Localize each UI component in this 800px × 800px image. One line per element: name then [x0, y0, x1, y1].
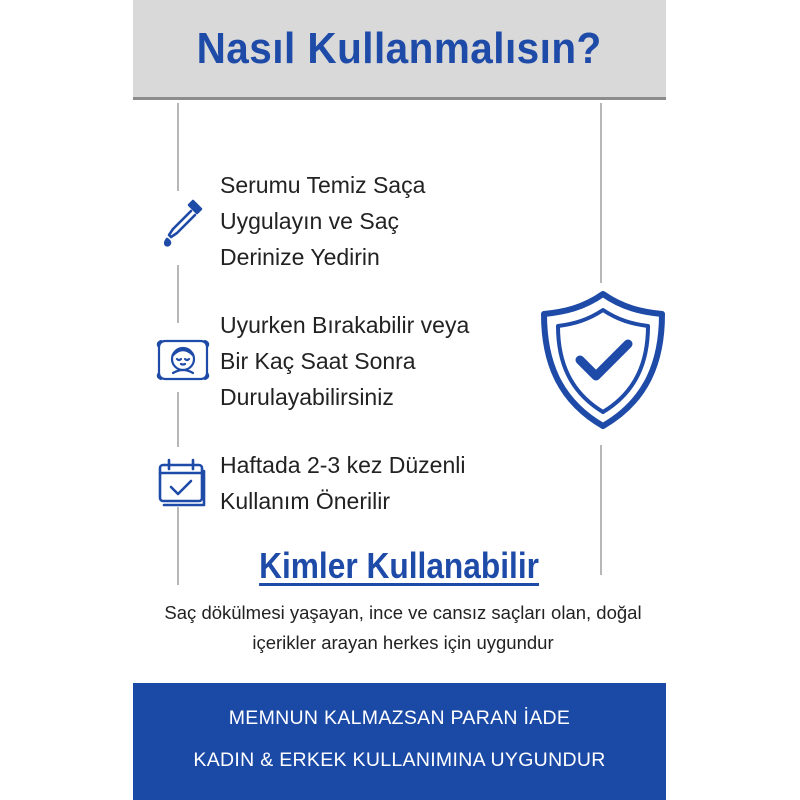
- who-heading-text: Kimler Kullanabilir: [259, 545, 540, 586]
- usage-card: [133, 0, 666, 800]
- header-banner: [133, 0, 666, 100]
- left-divider-line: [177, 392, 179, 447]
- footer-banner: [133, 683, 666, 800]
- left-divider-line: [177, 103, 179, 191]
- right-divider-line: [600, 103, 602, 283]
- guarantee-text: MEMNUN KALMAZSAN PARAN İADE: [228, 707, 571, 729]
- step-text: Serumu Temiz Saça Uygulayın ve Saç Derinize Yedirin: [220, 172, 426, 270]
- dropper-icon: [155, 195, 211, 251]
- shield-check-icon: [538, 290, 668, 430]
- who-heading: [133, 545, 666, 587]
- page-title: Nasıl Kullanmalısın?: [196, 23, 603, 73]
- gender-usage-text: KADIN & ERKEK KULLANIMINA UYGUNDUR: [193, 749, 606, 771]
- who-description: Saç dökülmesi yaşayan, ince ve cansız saçları olan, doğal içerikler arayan herkes için uygundur: [164, 602, 642, 653]
- step-text: Haftada 2-3 kez Düzenli Kullanım Önerilir: [220, 452, 466, 514]
- calendar-check-icon: [155, 455, 211, 511]
- step-text: Uyurken Bırakabilir veya Bir Kaç Saat Sonra Durulayabilirsiniz: [220, 312, 470, 410]
- sleeping-face-icon: [155, 333, 211, 389]
- left-divider-line: [177, 265, 179, 323]
